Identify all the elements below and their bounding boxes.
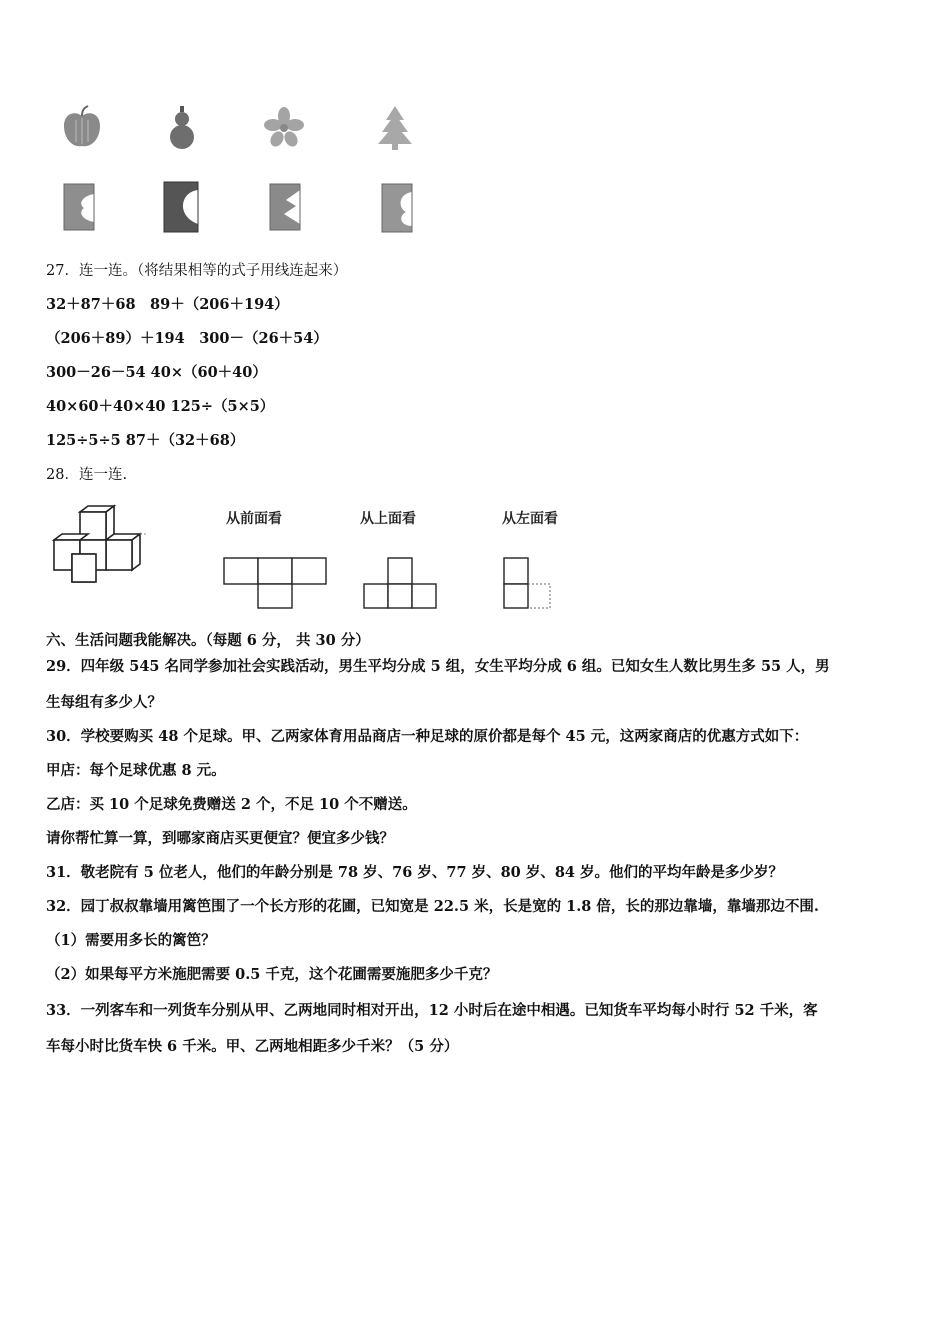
q27-title: 27．连一连。（将结果相等的式子用线连起来） <box>46 263 348 279</box>
folded-paper-c-figure <box>266 182 310 232</box>
q33-line-1: 33．一列客车和一列货车分别从甲、乙两地同时相对开出，12 小时后在途中相遇。已知货车平均每小时行 52 千米，客 <box>46 1002 818 1019</box>
q32-sub-2: （2）如果每平方米施肥需要 0.5 千克，这个花圃需要施肥多少千克？ <box>46 966 498 983</box>
q27-row-4: 40×60＋40×40 125÷（5×5） <box>46 398 275 415</box>
section-6-title: 六、生活问题我能解决。（每题 6 分， 共 30 分） <box>46 632 370 649</box>
q30-line-3: 乙店：买 10 个足球免费赠送 2 个，不足 10 个不赠送。 <box>46 796 417 813</box>
q27-row-2: （206＋89）＋194 300－（26＋54） <box>46 330 328 347</box>
q33-line-2: 车每小时比货车快 6 千米。甲、乙两地相距多少千米？（5 分） <box>46 1038 459 1055</box>
q27-row-1: 32＋87＋68 89＋（206＋194） <box>46 296 289 313</box>
folded-paper-b-figure <box>160 180 204 234</box>
flower-shape-figure <box>262 106 306 150</box>
q29-line-1: 29．四年级 545 名同学参加社会实践活动，男生平均分成 5 组，女生平均分成 6 组。已知女生人数比男生多 55 人，男 <box>46 658 830 675</box>
q30-line-2: 甲店：每个足球优惠 8 元。 <box>46 762 226 779</box>
view-top-figure <box>362 556 440 610</box>
tree-shape-figure <box>374 104 416 152</box>
gourd-shape-figure <box>160 104 204 152</box>
q29-line-2: 生每组有多少人？ <box>46 694 162 711</box>
apple-shape-figure <box>58 104 106 152</box>
folded-paper-d-figure <box>378 182 422 234</box>
view-front-figure <box>222 556 330 610</box>
cube-solid-figure <box>50 504 150 584</box>
view-front-label: 从前面看 <box>226 511 282 527</box>
folded-paper-a-figure <box>60 182 104 232</box>
q30-line-1: 30．学校要购买 48 个足球。甲、乙两家体育用品商店一种足球的原价都是每个 45 元，这两家商店的优惠方式如下： <box>46 728 809 745</box>
view-top-label: 从上面看 <box>360 511 416 527</box>
view-left-figure <box>500 556 556 612</box>
q32-line-1: 32．园丁叔叔靠墙用篱笆围了一个长方形的花圃，已知宽是 22.5 米，长是宽的 1.8 倍，长的那边靠墙，靠墙那边不围. <box>46 898 819 915</box>
q32-sub-1: （1）需要用多长的篱笆？ <box>46 932 216 949</box>
q31-line-1: 31．敬老院有 5 位老人，他们的年龄分别是 78 岁、76 岁、77 岁、80 岁、84 岁。他们的平均年龄是多少岁？ <box>46 864 784 881</box>
q30-line-4: 请你帮忙算一算，到哪家商店买更便宜？便宜多少钱？ <box>46 830 394 847</box>
q28-title: 28．连一连. <box>46 467 128 483</box>
view-left-label: 从左面看 <box>502 511 558 527</box>
q27-row-5: 125÷5÷5 87＋（32＋68） <box>46 432 245 449</box>
q27-row-3: 300－26－54 40×（60＋40） <box>46 364 267 381</box>
